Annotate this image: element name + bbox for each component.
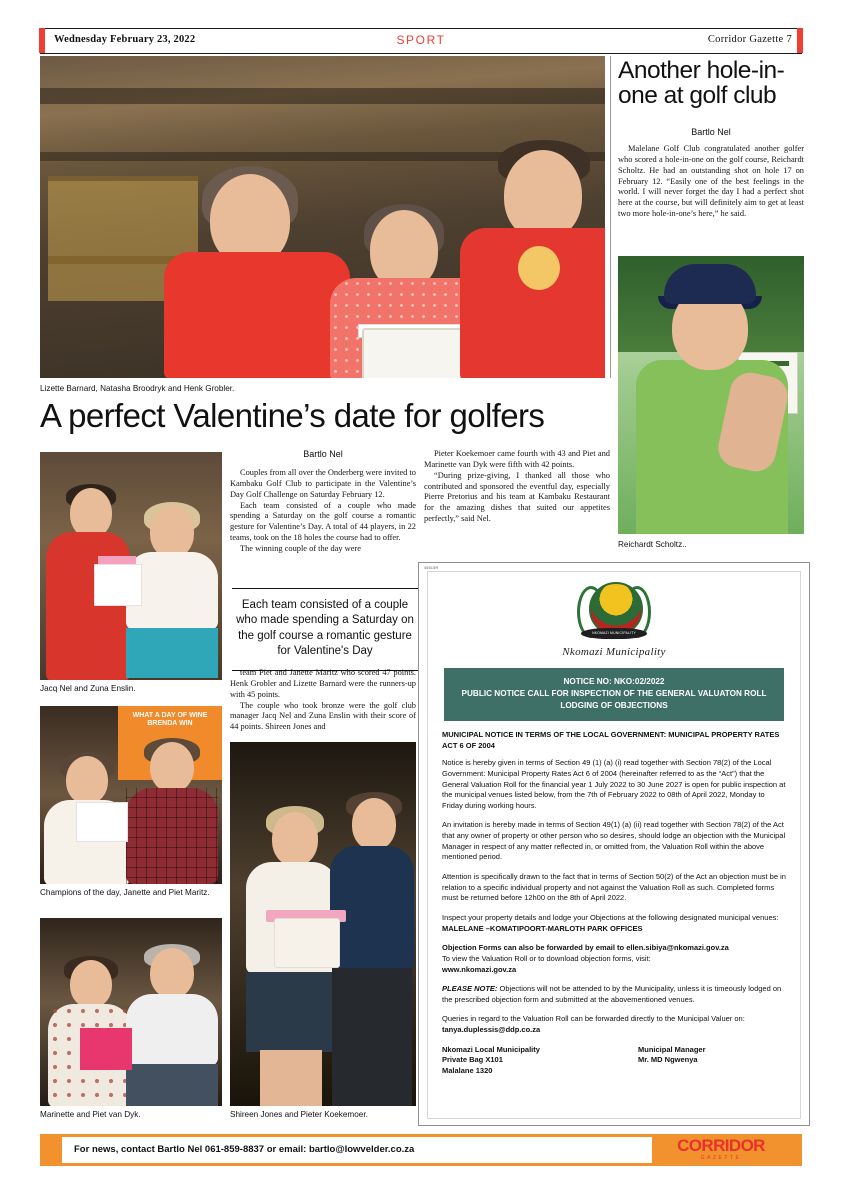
torso-shape xyxy=(46,532,130,680)
signature-municipality: Nkomazi Local Municipality xyxy=(442,1044,540,1054)
gift-box xyxy=(80,1028,132,1070)
footer-contact-text: For news, contact Bartlo Nel 061-859-8837 or email: bartlo@lowvelder.co.za xyxy=(74,1144,415,1155)
photo-person-man xyxy=(126,948,218,1106)
photo-champions xyxy=(40,706,222,884)
caption-reichardt: Reichardt Scholtz.. xyxy=(618,540,687,549)
notice-paragraph-4 xyxy=(442,913,786,934)
crest-motto: NKOMAZI MUNICIPALITY xyxy=(592,631,636,635)
municipality-name: Nkomazi Municipality xyxy=(562,646,666,658)
notice-paragraph-3: Attention is specifically drawn to the fact that in terms of Section 50(2) of the Act an objection must be in relation to a specific individual property and not against the Valuation Roll as such. Completed forms must be returned before 12h00 on the 8th of April 2022. xyxy=(442,872,786,903)
story-paragraph: “During prize-giving, I thanked all those who contributed and sponsored the eventful day, especially Pierre Pretorius and his team at Kambaku Restaurant for the amazing dishes that suited our appetites perfectly,” said Nel. xyxy=(424,470,610,524)
photo-person-man xyxy=(330,798,414,1106)
municipal-crest-icon xyxy=(575,582,653,644)
notice-signature-block xyxy=(442,1045,786,1077)
photo-person-man xyxy=(126,742,218,884)
skirt-shape xyxy=(246,972,338,1052)
byline-hole-story: Bartlo Nel xyxy=(691,127,731,137)
head-shape xyxy=(150,948,194,998)
notice-heading-text: MUNICIPAL NOTICE IN TERMS OF THE LOCAL GOVERNMENT: MUNICIPAL PROPERTY RATES ACT 6 OF 2004 xyxy=(442,730,780,750)
gift-box xyxy=(362,328,462,378)
signature-left xyxy=(442,1045,638,1077)
story-paragraph: Pieter Koekemoer came fourth with 43 and Piet and Marinette van Dyk were fifth with 42 points. xyxy=(424,449,610,469)
please-note-text: Objections will not be attended to by the Municipality, unless it is timeously lodged on the prescribed objection form and submitted at the abovementioned venues. xyxy=(442,984,782,1004)
notice-number: NOTICE NO: NKO:02/2022 xyxy=(563,677,665,686)
torso-shape xyxy=(330,846,414,970)
legs-shape xyxy=(260,1050,322,1106)
logo-subtitle: GAZETTE xyxy=(700,1155,742,1161)
valuer-email: tanya.duplessis@ddp.co.za xyxy=(442,1025,541,1035)
banner-text: WHAT A DAY OF WINE BRENDA WIN xyxy=(132,712,208,728)
main-story-column-3 xyxy=(230,668,416,733)
trousers-shape xyxy=(126,1064,218,1106)
objection-email-line: Objection Forms can also be forwarded by email to ellen.sibiya@nkomazi.gov.za xyxy=(442,943,729,953)
notice-subject: PUBLIC NOTICE CALL FOR INSPECTION OF THE GENERAL VALUATON ROLL xyxy=(461,688,767,698)
shirt-pattern xyxy=(126,788,218,884)
gift-box xyxy=(76,802,128,842)
head-shape xyxy=(70,488,112,538)
caption-jacq-nel: Jacq Nel and Zuna Enslin. xyxy=(40,684,136,693)
story-paragraph: Each team consisted of a couple who made spending a Saturday on the golf course a romantic gesture for Valentine’s Day. A total of 44 players, in 22 teams, took on the 18 holes the course had to offer. xyxy=(230,500,416,543)
photo-beam xyxy=(40,88,605,104)
please-note-label: PLEASE NOTE: xyxy=(442,984,498,994)
page-headline: A perfect Valentine’s date for golfers xyxy=(40,397,545,434)
gift-box xyxy=(94,564,142,606)
hole-in-one-headline: Another hole-in-one at golf club xyxy=(618,57,785,110)
queries-text: Queries in regard to the Valuation Roll can be forwarded directly to the Municipal Valuer on: xyxy=(442,1014,745,1024)
caption-champions: Champions of the day, Janette and Piet Maritz. xyxy=(40,888,210,897)
caption-main-photo: Lizette Barnard, Natasha Broodryk and Henk Grobler. xyxy=(40,384,235,393)
corridor-gazette-logo xyxy=(658,1136,784,1161)
story-paragraph: Couples from all over the Onderberg were invited to Kambaku Golf Club to participate in the Valentine’s Day Golf Challenge on Saturday February 12. xyxy=(230,468,416,499)
trousers-shape xyxy=(332,968,412,1106)
notice-subject-2: LODGING OF OBJECTIONS xyxy=(560,700,668,710)
venues-intro: Inspect your property details and lodge your Objections at the following designated municipal venues: xyxy=(442,912,779,922)
venues-list: MALELANE –KOMATIPOORT-MARLOTH PARK OFFICES xyxy=(442,923,643,933)
head-shape xyxy=(272,812,318,866)
head-shape xyxy=(150,506,194,558)
logo-wordmark: CORRIDOR xyxy=(677,1136,765,1155)
notice-title-band xyxy=(444,668,784,721)
municipal-notice-advert xyxy=(418,562,810,1126)
footer-contact-bar xyxy=(40,1134,802,1166)
story-paragraph: The winning couple of the day were xyxy=(240,543,361,553)
shirt-logo xyxy=(518,246,560,290)
municipality-website: www.nkomazi.gov.za xyxy=(442,964,517,974)
notice-paragraph-2: An invitation is hereby made in terms of Section 49(1) (a) (ii) read together with Section 78(2) of the Act that any owner of property or other person who so desires, should lodge an objection with the Municipal Manager in respect of any matter reflected in, or omitted from, the Valuation Roll within the above mentioned period. xyxy=(442,820,786,862)
caption-shireen: Shireen Jones and Pieter Koekemoer. xyxy=(230,1110,368,1119)
notice-body-text xyxy=(442,730,786,1077)
torso-shape xyxy=(126,994,218,1066)
main-story-column-2 xyxy=(424,449,610,525)
notice-paragraph-1: Notice is hereby given in terms of Section 49 (1) (a) (i) read together with Section 78(2) of the Local Government: Municipal Property Rates Act 6 of 2004 (hereinafter referred to as the “Act”) that the General Valuation Roll for the financial year 1 July 2022 to 30 June 2027 is open for public inspection at the municipal venues listed below, from the 7th of February 2022 to 08th of April 2022, Monday to Friday during working hours. xyxy=(442,758,786,810)
torso-shape xyxy=(164,252,350,378)
signature-address: Private Bag X101 xyxy=(442,1055,503,1065)
masthead xyxy=(40,28,802,54)
notice-please-note xyxy=(442,984,786,1005)
advert-code: 45615R xyxy=(424,566,439,570)
main-story-column-1 xyxy=(230,468,416,555)
head-shape xyxy=(504,150,582,240)
skirt-shape xyxy=(126,628,218,678)
signature-town: Malalane 1320 xyxy=(442,1066,493,1076)
photo-shireen-pieter xyxy=(230,742,416,1106)
story-paragraph: team Piet and Janette Maritz who scored 47 points. Henk Grobler and Lizette Barnard were the runners-up with 45 points. xyxy=(230,668,416,699)
valuation-roll-line: To view the Valuation Roll or to download objection forms, visit: xyxy=(442,953,651,963)
caption-marinette: Marinette and Piet van Dyk. xyxy=(40,1110,141,1119)
head-shape xyxy=(66,756,108,804)
crest-scroll xyxy=(581,628,647,639)
photo-person-left xyxy=(160,168,350,378)
masthead-publication: Corridor Gazette 7 xyxy=(707,34,792,45)
story-paragraph: Malelane Golf Club congratulated another golfer who scored a hole-in-one on the golf course, Reichardt Scholtz. He had an outstanding shot on hole 17 on February 12. “Easily one of the best feelings in the world. I will never forget the day I had a perfect shot here at the course, but will definitely aim to get at least two more hole-in-one’s here,” he said. xyxy=(618,144,804,219)
photo-marinette-piet xyxy=(40,918,222,1106)
notice-heading xyxy=(442,730,786,751)
notice-queries xyxy=(442,1014,786,1035)
column-divider-rule xyxy=(610,56,611,378)
photo-jacq-nel-zuna-enslin xyxy=(40,452,222,680)
hole-story-body xyxy=(618,144,804,220)
story-paragraph: The couple who took bronze were the golf club manager Jacq Nel and Zuna Enslin with their score of 44 points. Shireen Jones and xyxy=(230,700,416,732)
signature-name: Mr. MD Ngwenya xyxy=(638,1055,698,1065)
masthead-date: Wednesday February 23, 2022 xyxy=(54,34,196,45)
notice-inner-frame xyxy=(427,571,801,1119)
head-shape xyxy=(150,742,194,792)
photo-main-group xyxy=(40,56,605,378)
masthead-section: SPORT xyxy=(396,33,446,47)
head-shape xyxy=(352,798,396,850)
gift-box xyxy=(274,918,340,968)
notice-paragraph-5 xyxy=(442,943,786,975)
photo-person-right xyxy=(460,142,605,378)
head-shape xyxy=(70,960,112,1008)
byline-main-story: Bartlo Nel xyxy=(303,449,343,459)
signature-right xyxy=(638,1045,706,1077)
signature-role: Municipal Manager xyxy=(638,1044,706,1054)
pull-quote: Each team consisted of a couple who made spending a Saturday on the golf course a romantic gesture for Valentine's Day xyxy=(232,588,418,671)
golf-cap xyxy=(664,264,756,304)
photo-reichardt-scholtz xyxy=(618,256,804,534)
